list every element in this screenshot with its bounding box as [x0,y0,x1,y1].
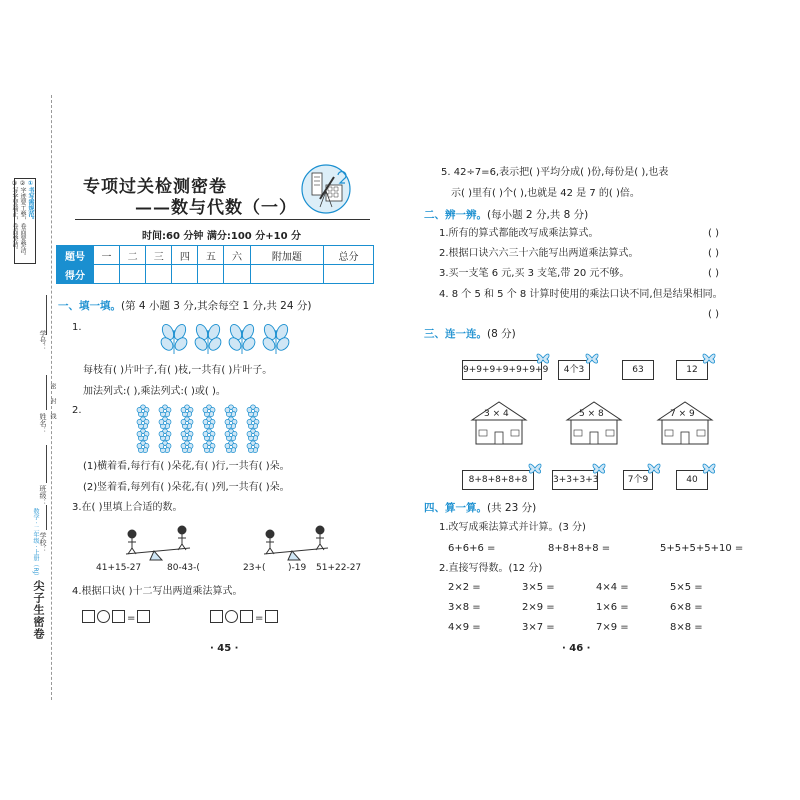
calc-cell: 8×8 = [670,622,703,633]
calc-cell: 6×8 = [670,602,703,613]
match-bottom-4[interactable]: 40 [676,470,708,490]
judge-item-3: 3.买一支笔 6 元,买 3 支笔,带 20 元不够。 [439,268,630,279]
score-table-score-row [57,265,374,284]
calc-cell: 7×9 = [596,622,629,633]
q4-text: 4.根据口诀( )十二写出两道乘法算式。 [72,586,243,597]
house-1[interactable] [470,400,528,446]
q1-line1: 每枝有( )片叶子,有( )枝,一共有( )片叶子。 [83,365,273,376]
q3-text: 3.在( )里填上合适的数。 [72,502,183,513]
page-title: 专项过关检测密卷 [83,177,227,197]
score-table [56,245,374,284]
section-4-heading: 四、算一算。(共 23 分) [424,502,537,514]
butterfly-icon [527,460,543,476]
field-line-id[interactable] [46,295,47,335]
col-header: 三 [146,246,172,265]
calc-cell: 5×5 = [670,582,703,593]
exam-notice [11,178,36,264]
q41-expr-1: 6+6+6 = [448,543,496,554]
seesaw-illustration-icon [118,524,348,562]
q1-number: 1. [72,322,82,333]
field-line-class[interactable] [46,445,47,483]
score-table-header-row [57,246,374,265]
subject-label: 数学 · 二年级 · 上册（RJ） [32,508,39,580]
judge-item-2: 2.根据口诀六六三十六能写出两道乘法算式。 [439,248,639,259]
score-cell[interactable] [224,265,250,284]
butterfly-icon [701,460,717,476]
page-number-left: · 45 · [210,643,239,654]
brand-label: 尖子生密卷 [32,580,45,640]
section-1-heading: 一、填一填。(第 4 小题 3 分,其余每空 1 分,共 24 分) [58,300,312,312]
col-header: 四 [172,246,198,265]
calc-cell: 2×2 = [448,582,481,593]
calc-cell: 4×4 = [596,582,629,593]
col-header: 二 [120,246,146,265]
house-icon [470,400,528,446]
house-icon [565,400,623,446]
score-cell[interactable] [198,265,224,284]
flower-grid-icon [135,404,285,456]
q5-line1: 5. 42÷7=6,表示把( )平均分成( )份,每份是( ),也表 [441,167,669,178]
section-2-heading: 二、辨一辨。(每小题 2 分,共 8 分) [424,209,589,221]
calc-cell: 1×6 = [596,602,629,613]
house-2[interactable] [565,400,623,446]
q3-expr-2: 80-43-( [167,563,200,573]
house-icon [656,400,714,446]
field-line-name[interactable] [46,375,47,410]
score-label: 得分 [57,265,94,284]
seal-char-feng: 封 [49,398,56,404]
butterfly-icon [535,350,551,366]
leaf-branches-icon [158,322,298,356]
notice-line-1: ①书写需规范。 [27,180,34,223]
judge-item-4: 4. 8 个 5 和 5 个 8 计算时使用的乘法口诀不同,但是结果相同。 [439,289,723,300]
calc-cell: 4×9 = [448,622,481,633]
binding-strip [0,0,56,800]
match-bottom-3[interactable]: 7个9 [623,470,653,490]
house-3[interactable] [656,400,714,446]
q5-line2: 示( )里有( )个( ),也就是 42 是 7 的( )倍。 [451,188,640,199]
q4-equation-2[interactable]: = [210,606,278,625]
score-cell[interactable] [94,265,120,284]
judge-item-1: 1.所有的算式都能改写成乘法算式。 [439,228,599,239]
col-header: 附加题 [250,246,324,265]
match-top-1[interactable]: 9+9+9+9+9+9+9 [462,360,542,380]
calc-cell: 2×9 = [522,602,555,613]
score-cell[interactable] [324,265,374,284]
butterfly-icon [591,460,607,476]
match-bottom-2[interactable]: 3+3+3+3 [552,470,598,490]
house-1-label: 3 × 4 [484,409,509,419]
house-3-label: 7 × 9 [670,409,695,419]
notice-line-2: ②字迹要工整，卷面要整洁。 [19,180,26,259]
score-cell[interactable] [120,265,146,284]
q3-expr-1: 41+15-27 [96,563,142,573]
page-number-right: · 46 · [562,643,591,654]
time-info: 时间:60 分钟 满分:100 分+10 分 [142,231,302,242]
notice-line-3: ③写字要端正，卷面整洁。 [11,180,18,253]
score-cell[interactable] [250,265,324,284]
header-label: 题号 [57,246,94,265]
q4-equation-1[interactable]: = [82,606,150,625]
q42-text: 2.直接写得数。(12 分) [439,563,543,574]
match-top-4[interactable]: 12 [676,360,708,380]
house-2-label: 5 × 8 [579,409,604,419]
butterfly-icon [584,350,600,366]
q1-line2: 加法列式:( ),乘法列式:( )或( )。 [83,386,226,397]
col-header: 五 [198,246,224,265]
col-header: 六 [224,246,250,265]
col-header: 一 [94,246,120,265]
score-cell[interactable] [146,265,172,284]
q2-line2: (2)竖着看,每列有( )朵花,有( )列,一共有( )朵。 [83,482,290,493]
match-top-3[interactable]: 63 [622,360,654,380]
judge-paren-3[interactable]: ( ) [708,268,719,279]
q3-expr-4: )-19 [288,563,307,573]
score-cell[interactable] [172,265,198,284]
q41-text: 1.改写成乘法算式并计算。(3 分) [439,522,586,533]
calc-cell: 3×5 = [522,582,555,593]
field-school: 学校： [39,532,47,553]
seal-char-xian: 线 [49,413,56,419]
telescope-illustration-icon [300,163,352,215]
q2-number: 2. [72,405,82,416]
seal-char-mi: 密 [49,383,56,389]
page-subtitle: ——数与代数（一） [135,198,297,218]
section-3-heading: 三、连一连。(8 分) [424,328,516,340]
calc-cell: 3×7 = [522,622,555,633]
judge-paren-4[interactable]: ( ) [708,309,719,320]
title-rule [75,219,370,220]
field-name: 姓名： [39,413,47,434]
field-student-id: 学号： [39,330,47,351]
q3-expr-5: 51+22-27 [316,563,362,573]
col-header: 总分 [324,246,374,265]
butterfly-icon [646,460,662,476]
butterfly-icon [701,350,717,366]
q2-line1: (1)横着看,每行有( )朵花,有( )行,一共有( )朵。 [83,461,290,472]
q3-expr-3: 23+( [243,563,266,573]
field-class: 班级： [39,485,47,506]
field-line-school[interactable] [46,505,47,530]
calc-cell: 3×8 = [448,602,481,613]
q41-expr-2: 8+8+8+8 = [548,543,611,554]
match-bottom-1[interactable]: 8+8+8+8+8 [462,470,534,490]
q41-expr-3: 5+5+5+5+10 = [660,543,744,554]
judge-paren-2[interactable]: ( ) [708,248,719,259]
judge-paren-1[interactable]: ( ) [708,228,719,239]
match-top-2[interactable]: 4个3 [558,360,590,380]
